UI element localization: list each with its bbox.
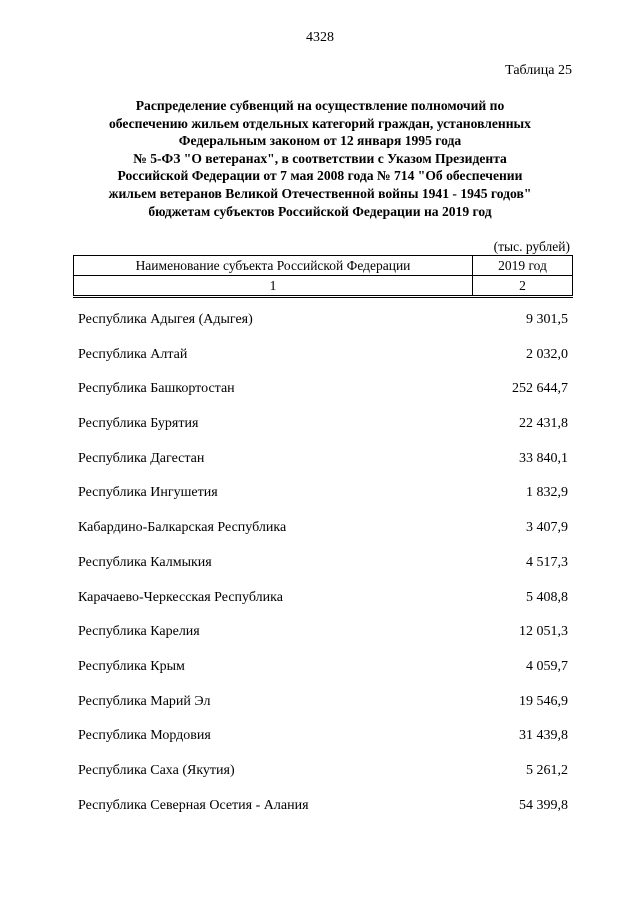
table-row [78,412,568,447]
table-row [78,551,568,586]
region-name: Республика Крым [78,658,185,674]
subsidy-value: 19 546,9 [519,693,568,709]
subsidy-value: 4 059,7 [526,658,568,674]
header-row [74,256,573,276]
region-name: Республика Карелия [78,624,200,640]
table-body [78,308,568,828]
region-name: Карачаево-Черкесская Республика [78,589,283,605]
title-line: Российской Федерации от 7 мая 2008 года № 714 "Об обеспечении [117,168,523,184]
page-number: 4328 [306,30,334,45]
subsidy-value: 3 407,9 [526,520,568,536]
table-row [78,690,568,725]
table-row [78,794,568,829]
region-name: Республика Марий Эл [78,693,211,709]
table-row [78,620,568,655]
region-name: Республика Башкортостан [78,381,235,397]
subsidy-value: 22 431,8 [519,416,568,432]
table-row [78,516,568,551]
subsidy-value: 31 439,8 [519,728,568,744]
header-year: 2019 год [473,256,573,276]
region-name: Республика Ингушетия [78,485,218,501]
subsidy-value: 33 840,1 [519,450,568,466]
title-line: бюджетам субъектов Российской Федерации на 2019 год [148,203,492,219]
table-row [78,586,568,621]
region-name: Республика Северная Осетия - Алания [78,797,309,813]
header-col-number-2: 2 [473,276,573,297]
subsidy-value: 1 832,9 [526,485,568,501]
subsidy-value: 4 517,3 [526,554,568,570]
subsidy-value: 9 301,5 [526,312,568,327]
subsidy-value: 5 261,2 [526,762,568,778]
subsidy-value: 252 644,7 [512,381,568,397]
region-name: Республика Дагестан [78,450,205,466]
table-row [78,724,568,759]
region-name: Республика Бурятия [78,416,199,432]
table-row [78,655,568,690]
header-col-number-1: 1 [74,276,473,297]
subsidy-value: 12 051,3 [519,624,568,640]
table-row [78,481,568,516]
subsidy-value: 2 032,0 [526,346,568,362]
subsidy-value: 5 408,8 [526,589,568,605]
region-name: Республика Саха (Якутия) [78,762,235,778]
region-name: Республика Калмыкия [78,554,212,570]
region-name: Кабардино-Балкарская Республика [78,520,287,536]
table-title [60,97,580,220]
region-name: Республика Алтай [78,346,188,362]
table-row [78,447,568,482]
header-region-name: Наименование субъекта Российской Федерации [74,256,473,276]
table-header [73,255,573,298]
table-row [78,759,568,794]
subsidy-value: 54 399,8 [519,797,568,813]
title-line: обеспечению жильем отдельных категорий граждан, установленных [109,115,531,131]
table-label: Таблица 25 [505,63,572,78]
region-name: Республика Адыгея (Адыгея) [78,312,253,327]
region-name: Республика Мордовия [78,728,211,744]
title-line: № 5-ФЗ "О ветеранах", в соответствии с Указом Президента [133,150,507,166]
title-line: Распределение субвенций на осуществление полномочий по [135,98,505,113]
units-label: (тыс. рублей) [493,239,570,254]
title-line: Федеральным законом от 12 января 1995 года [178,133,462,149]
title-line: жильем ветеранов Великой Отечественной войны 1941 - 1945 годов" [108,185,532,201]
header-numbers-row [74,276,573,297]
table-row [78,343,568,378]
table-row [78,377,568,412]
table-row [78,308,568,343]
